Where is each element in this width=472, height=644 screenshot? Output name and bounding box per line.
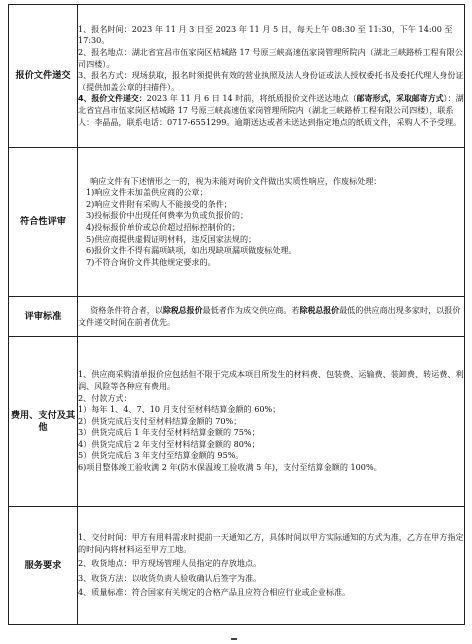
- bold-run: 除税总报价: [163, 305, 203, 315]
- bold-run: 除税总报价: [299, 305, 340, 315]
- table-row: [9, 297, 465, 337]
- list-item: 2、付款方式：: [78, 392, 132, 403]
- submission-item: [78, 93, 464, 128]
- list-item: 1、供应商采购清单报价应包括但不限于完成本项目所发生的材料费、包装费、运输费、装卸费、转运费、利润、风险等各种应有费用。: [78, 369, 464, 391]
- list-item: 5）供货完成后 3 年支付至结算金额的 95%。: [78, 450, 244, 461]
- service-content: [78, 507, 465, 625]
- compliance-intro: 响应文件有下述情形之一的，视为未能对询价文件做出实质性响应，作废标处理：: [90, 175, 382, 186]
- row-label-service: 服务要求: [9, 507, 78, 625]
- list-item: 7)不符合询价文件其他规定要求的。: [86, 256, 216, 267]
- list-item: 1、交付时间：甲方有用料需求时提前一天通知乙方，具体时间以甲方实际通知的方式为准，乙方在甲方指定的时间内将材料运至甲方工地。: [78, 532, 464, 554]
- submission-item: 3、报名方式：现场获取，报名时须提供有效的营业执照及法人身份证或法人授权委托书及委托代理人身份证（提供加盖公章的扫描件）。: [78, 70, 464, 92]
- list-item: 3、收货方法：以收货负责人验收确认后签字为准。: [78, 572, 262, 583]
- submission-item: 1、报名时间：2023 年 11 月 3 日至 2023 年 11 月 5 日，每天上午 08:30 至 11:30，下午 14:00 至 17:30。: [78, 23, 453, 46]
- text-run: 资格条件符合者，以: [90, 304, 163, 315]
- list-item: 3）供货完成后 1 年支付至材料结算金额的 75%；: [78, 427, 260, 438]
- list-item: 1)响应文件未加盖供应商的公章；: [86, 187, 208, 198]
- evaluation-text: [78, 305, 464, 328]
- table-row: [9, 5, 465, 148]
- list-item: 2）供货完成后支付至材料结算金额的 70%；: [78, 415, 242, 426]
- submission-text: 2023 年 11 月 6 日 14 时前，将纸质报价文件送达地点（: [146, 93, 357, 104]
- row-label-submission: 报价文件递交: [9, 5, 78, 148]
- table-row: [9, 148, 465, 297]
- list-item: 3)投标报价中出现任何费率为负或负报价的；: [86, 210, 249, 221]
- row-label-evaluation: 评审标准: [9, 297, 78, 337]
- table-row: [9, 507, 465, 625]
- list-item: 4）供货完成后 2 年支付至材料结算金额的 80%；: [78, 438, 260, 449]
- list-item: 6)报价文件不得有漏项缺项，如出现缺项漏项做废标处理。: [86, 245, 297, 256]
- page-number-mark: [231, 638, 237, 640]
- list-item: 1）每年 1、4、7、10 月支付至材料结算金额的 60%；: [78, 404, 281, 415]
- row-label-payment: 费用、支付及其他: [9, 337, 78, 507]
- list-item: 5)供应商提供虚假证明材料，违反国家法规的；: [86, 233, 257, 244]
- list-item: 4、质量标准：符合国家有关规定的合格产品且应符合相应行业或企业标准。: [78, 587, 351, 598]
- list-item: 4)投标报价单价或总价超过招标控制价的；: [86, 222, 240, 232]
- payment-content: [78, 337, 465, 507]
- submission-item: 2、报名地点：湖北省宜昌市伍家岗区桔城路 17 号原三峡高速伍家岗管理所院内（湖北三峡路桥工程有限公司四楼）。: [78, 47, 463, 69]
- text-run: 最低者作为成交供应商。若: [202, 304, 300, 315]
- procurement-terms-table: [8, 4, 465, 625]
- submission-text: ）：湖北省宜昌市伍家岗区桔城路 17 号原三峡高速伍家岗管理所院内（湖北三峡路桥工程有限公司四楼），联系人：李晶晶，联系电话：0717-6551299。逾期送达或者未送达到指定地点的纸质文件，采购人不予受理。: [78, 93, 464, 127]
- compliance-content: [78, 148, 465, 297]
- evaluation-content: [78, 297, 465, 337]
- row-label-compliance: 符合性评审: [9, 148, 78, 297]
- text-run: 最低的供应商出现多家时，以报价文件递交时间在前者优先。: [78, 304, 461, 327]
- submission-bold-heading: 4、报价文件递交：: [78, 94, 147, 104]
- table-row: [9, 337, 465, 507]
- submission-content: [78, 5, 465, 148]
- submission-bold-note: 邮寄形式，采取邮寄方式: [356, 94, 444, 104]
- list-item: 2、收货地点：甲方现场管理人员指定的存放地点。: [78, 558, 262, 569]
- list-item: 6)项目整体竣工验收满 2 年(防水保温竣工验收满 5 年)，支付至结算金额的 100%。: [78, 462, 382, 473]
- list-item: 2)响应文件附有采购人不能接受的条件；: [86, 198, 232, 209]
